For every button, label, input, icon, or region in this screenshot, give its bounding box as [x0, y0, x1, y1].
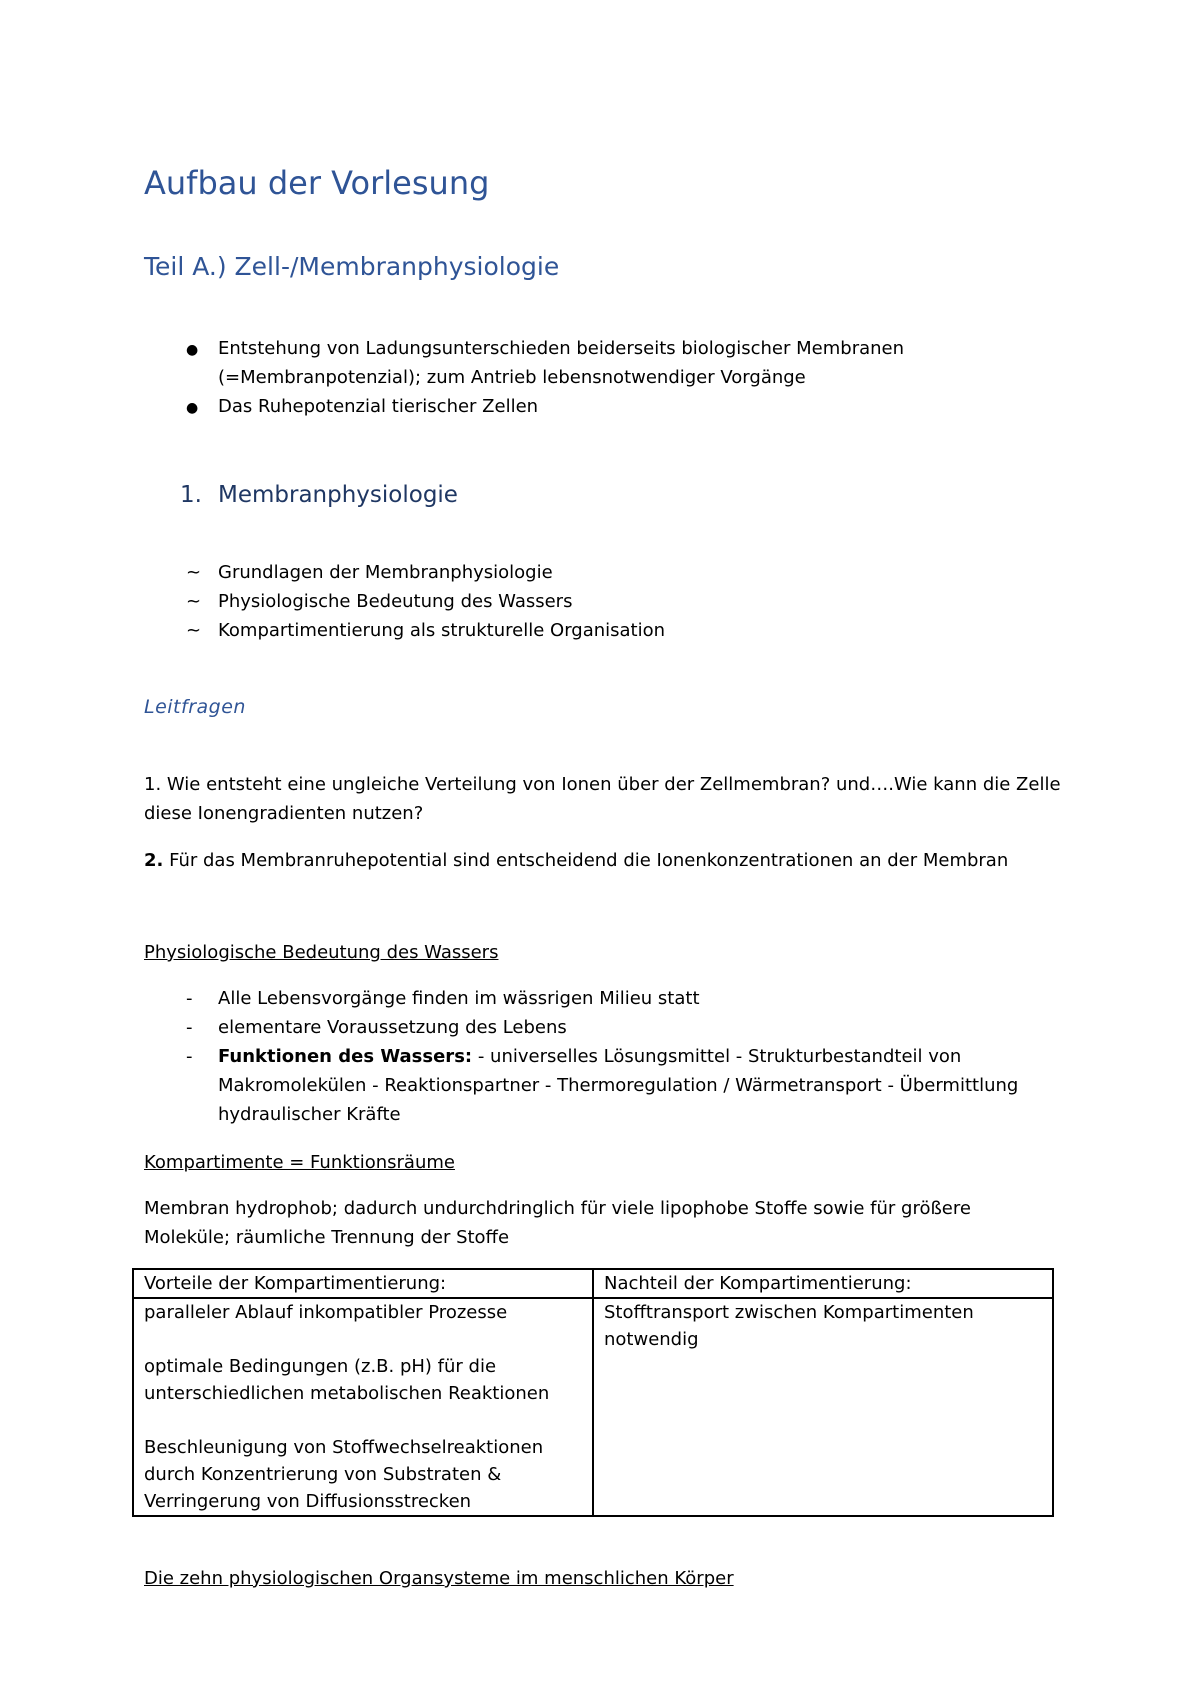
list-item: ● Das Ruhepotenzial tierischer Zellen: [180, 392, 1060, 421]
bullet-icon: ●: [186, 400, 199, 416]
advantages-cell: [133, 1298, 593, 1516]
wasser-list: [180, 984, 1060, 1129]
part-a-bullet-list: [180, 334, 1060, 421]
section-title: Membranphysiologie: [218, 482, 458, 508]
section-1-heading: [180, 482, 458, 508]
list-item: - Funktionen des Wassers: - universelles Lösungsmittel - Strukturbestandteil von Makromolekülen - Reaktionspartner - Thermoregulation / Wärmetransport - Übermittlung hydraulischer Kräfte: [180, 1042, 1060, 1129]
advantage-item: Beschleunigung von Stoffwechselreaktionen durch Konzentrierung von Substraten & Verringerung von Diffusionsstrecken: [144, 1437, 544, 1512]
disadvantage-cell: Stofftransport zwischen Kompartimenten notwendig: [593, 1298, 1053, 1516]
list-item: ~ Grundlagen der Membranphysiologie: [180, 558, 1060, 587]
document-title: Aufbau der Vorlesung: [144, 164, 490, 202]
table-header-disadvantage: Nachteil der Kompartimentierung:: [593, 1269, 1053, 1298]
tilde-marker: ~: [186, 620, 202, 641]
bullet-icon: ●: [186, 342, 199, 358]
kompartimente-heading: Kompartimente = Funktionsräume: [144, 1152, 455, 1173]
wasser-heading: Physiologische Bedeutung des Wassers: [144, 942, 499, 963]
leitfragen-heading: Leitfragen: [144, 696, 246, 718]
list-item: - elementare Voraussetzung des Lebens: [180, 1013, 1060, 1042]
part-a-heading: Teil A.) Zell-/Membranphysiologie: [144, 252, 560, 281]
list-item: ● Entstehung von Ladungsunterschieden beiderseits biologischer Membranen (=Membranpotenzial); zum Antrieb lebensnotwendiger Vorgänge: [186, 338, 905, 388]
tilde-marker: ~: [186, 591, 202, 612]
tilde-marker: ~: [186, 562, 202, 583]
dash-marker: -: [186, 1046, 193, 1067]
question-1: 1. Wie entsteht eine ungleiche Verteilung von Ionen über der Zellmembran? und….Wie kann die Zelle diese Ionengradienten nutzen?: [144, 774, 1061, 824]
dash-marker: -: [186, 1017, 193, 1038]
question-2-number: 2.: [144, 850, 164, 871]
organsysteme-heading: Die zehn physiologischen Organsysteme im menschlichen Körper: [144, 1568, 734, 1589]
section-1-list: [180, 558, 1060, 645]
advantage-item: paralleler Ablauf inkompatibler Prozesse: [144, 1302, 508, 1323]
dash-marker: -: [186, 988, 193, 1009]
list-item: ~ Physiologische Bedeutung des Wassers: [180, 587, 1060, 616]
list-item: ~ Kompartimentierung als strukturelle Organisation: [180, 616, 1060, 645]
advantage-item: optimale Bedingungen (z.B. pH) für die unterschiedlichen metabolischen Reaktionen: [144, 1356, 550, 1404]
question-2: 2. Für das Membranruhepotential sind entscheidend die Ionenkonzentrationen an der Membran: [144, 850, 1009, 871]
kompartimente-text: Membran hydrophob; dadurch undurchdringlich für viele lipophobe Stoffe sowie für größere Moleküle; räumliche Trennung der Stoffe: [144, 1198, 971, 1248]
list-item: - Alle Lebensvorgänge finden im wässrigen Milieu statt: [180, 984, 1060, 1013]
table-header-advantages: Vorteile der Kompartimentierung:: [133, 1269, 593, 1298]
section-number: 1.: [180, 482, 202, 508]
functions-label: Funktionen des Wassers:: [218, 1046, 473, 1067]
comparison-table: [132, 1268, 1054, 1517]
